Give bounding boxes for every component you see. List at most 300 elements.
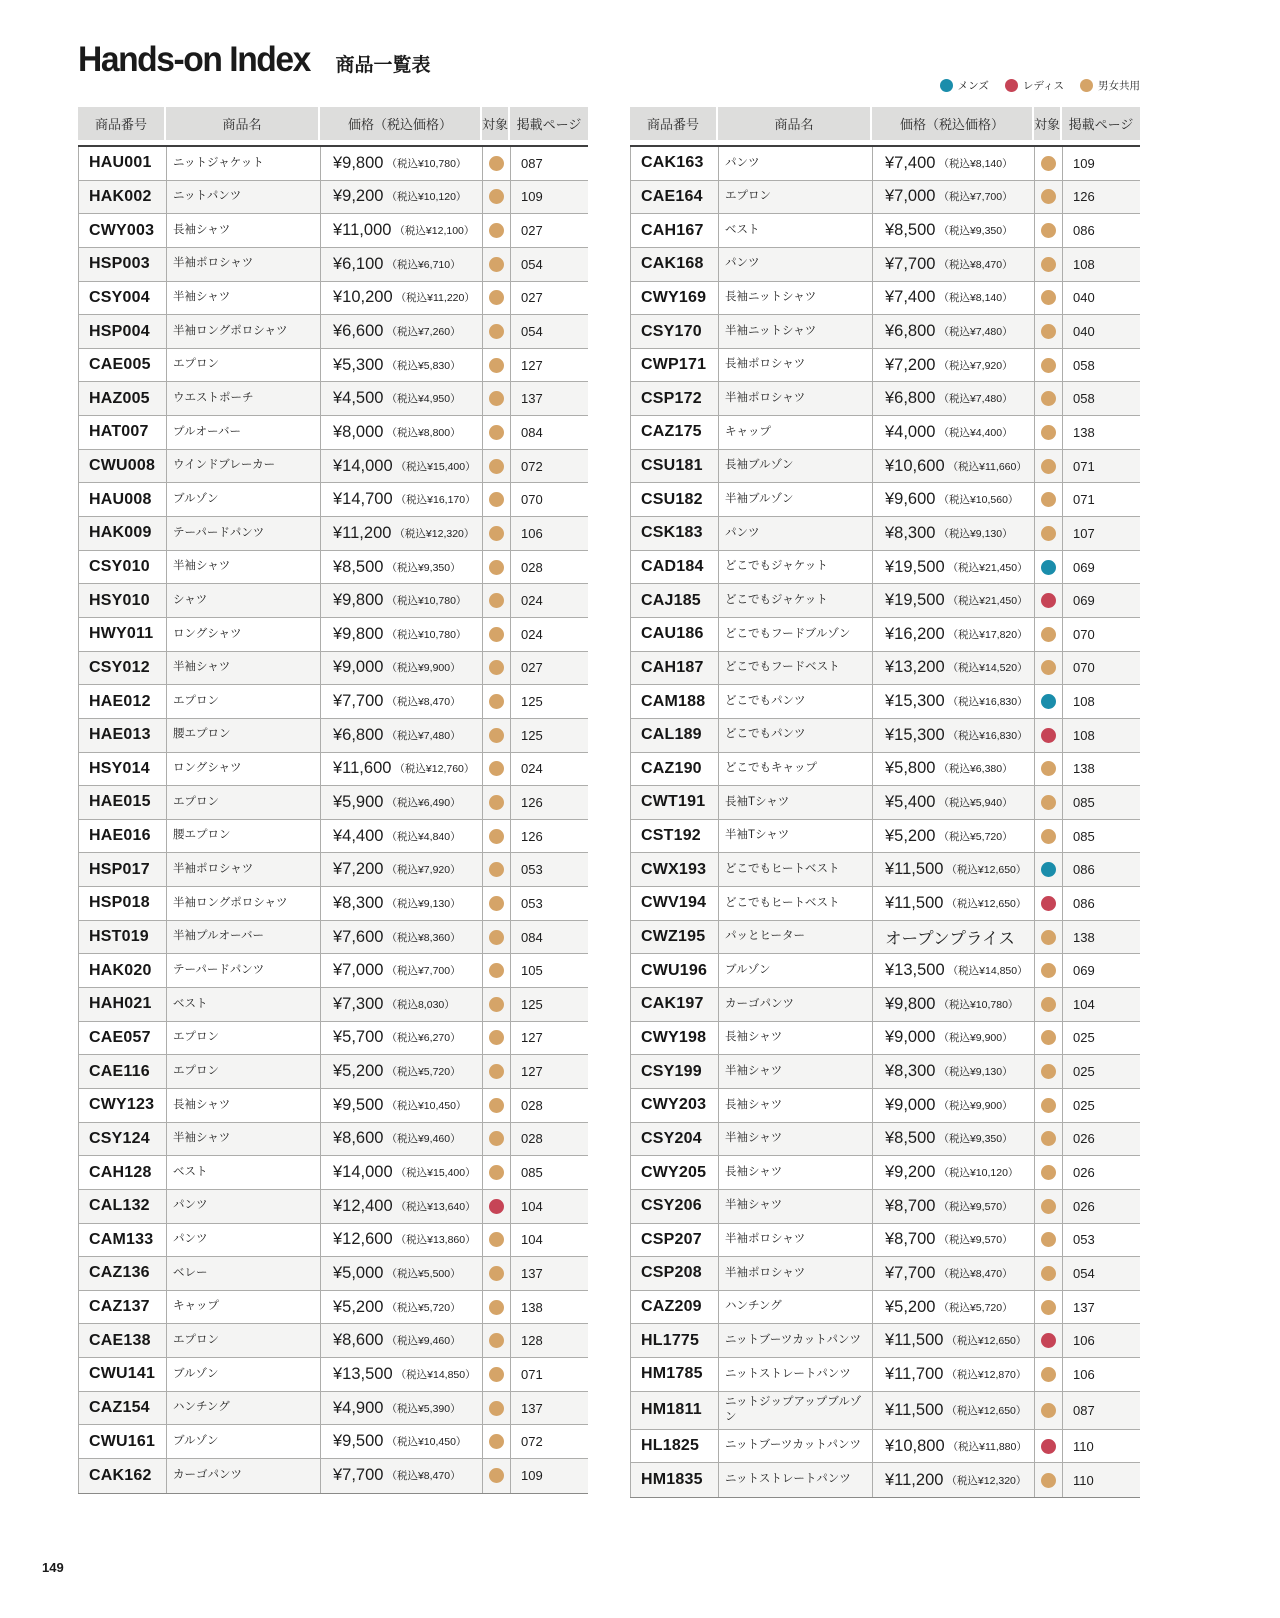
page-ref-cell xyxy=(511,921,589,954)
price-tax: （税込8,030） xyxy=(386,998,455,1011)
product-name: カーゴパンツ xyxy=(725,997,794,1010)
target-dot-unisex xyxy=(489,1468,504,1483)
target-cell xyxy=(483,282,511,315)
page-ref: 137 xyxy=(521,1265,543,1281)
price-tax: （税込¥13,860） xyxy=(395,1234,476,1247)
target-cell xyxy=(1035,1190,1063,1223)
target-dot-unisex xyxy=(489,761,504,776)
target-dot-unisex xyxy=(1041,1098,1056,1113)
table-row xyxy=(630,551,1140,585)
product-name: テーパードパンツ xyxy=(173,963,265,976)
price-main: ¥7,400 xyxy=(885,153,936,172)
page-ref-cell xyxy=(1063,450,1141,483)
product-code: CSP208 xyxy=(641,1264,702,1282)
product-name-cell xyxy=(167,820,321,853)
product-price-cell xyxy=(321,652,483,685)
price-tax: （税込¥7,480） xyxy=(938,393,1013,406)
page-ref: 053 xyxy=(521,862,543,878)
product-name-cell xyxy=(167,248,321,281)
page-ref: 107 xyxy=(1073,525,1095,541)
product-name: ニットジップアップブルゾン xyxy=(725,1395,862,1424)
legend-dot-ladies xyxy=(1005,79,1018,92)
table-row xyxy=(630,1089,1140,1123)
table-row xyxy=(630,214,1140,248)
product-name-cell xyxy=(719,1055,873,1088)
price-tax: （税込¥4,400） xyxy=(938,426,1013,439)
product-name: ハンチング xyxy=(725,1300,782,1313)
product-name-cell xyxy=(167,719,321,752)
table-row xyxy=(630,853,1140,887)
product-name: エプロン xyxy=(173,694,219,707)
product-code-cell xyxy=(79,853,167,886)
price-tax: （税込¥10,120） xyxy=(938,1167,1019,1180)
page-ref: 070 xyxy=(1073,660,1095,676)
table-row xyxy=(78,1055,588,1089)
product-name-cell xyxy=(719,147,873,180)
price-tax: （税込¥9,570） xyxy=(938,1234,1013,1247)
target-cell xyxy=(1035,1055,1063,1088)
page-ref: 109 xyxy=(521,1468,543,1484)
price-main: ¥10,600 xyxy=(885,456,945,475)
price-main: ¥7,400 xyxy=(885,288,936,307)
product-code-cell xyxy=(79,887,167,920)
price-tax: （税込¥16,830） xyxy=(947,696,1028,709)
table-row xyxy=(630,1257,1140,1291)
product-code: CAE164 xyxy=(641,187,703,205)
product-code: CWY205 xyxy=(641,1163,707,1181)
page-ref-cell xyxy=(511,618,589,651)
price-tax: （税込¥12,650） xyxy=(946,1335,1027,1348)
product-name-cell xyxy=(719,1430,873,1463)
page-ref-cell xyxy=(1063,1055,1141,1088)
product-code-cell xyxy=(79,181,167,214)
price-tax: （税込¥7,260） xyxy=(386,326,461,339)
price-main: ¥5,200 xyxy=(885,1297,936,1316)
table-row xyxy=(630,517,1140,551)
product-code: CAK163 xyxy=(641,154,704,172)
target-cell xyxy=(483,921,511,954)
price-main: ¥9,000 xyxy=(885,1095,936,1114)
table-row xyxy=(630,820,1140,854)
table-row xyxy=(78,618,588,652)
product-code-cell xyxy=(79,483,167,516)
product-code: CWZ195 xyxy=(641,928,706,946)
page-ref: 054 xyxy=(1073,1265,1095,1281)
product-price-cell xyxy=(321,483,483,516)
price-main: ¥7,000 xyxy=(885,187,936,206)
page-ref: 027 xyxy=(521,290,543,306)
target-dot-unisex xyxy=(489,560,504,575)
page-ref-cell xyxy=(1063,584,1141,617)
target-dot-unisex xyxy=(489,459,504,474)
product-code-cell xyxy=(79,517,167,550)
product-name: キャップ xyxy=(725,425,771,438)
product-name-cell xyxy=(719,282,873,315)
target-cell xyxy=(483,1324,511,1357)
product-code: CWY169 xyxy=(641,288,707,306)
page-ref: 028 xyxy=(521,1097,543,1113)
page-ref: 110 xyxy=(1073,1472,1094,1488)
price-tax: （税込¥5,390） xyxy=(386,1402,461,1415)
product-code-cell xyxy=(631,1430,719,1463)
target-dot-unisex xyxy=(489,728,504,743)
price-tax: （税込¥5,720） xyxy=(938,1301,1013,1314)
table-row xyxy=(78,1291,588,1325)
product-price-cell xyxy=(873,1358,1035,1391)
product-name: どこでもジャケット xyxy=(725,560,828,573)
table-row xyxy=(630,450,1140,484)
target-dot-unisex xyxy=(489,290,504,305)
target-cell xyxy=(483,483,511,516)
product-name-cell xyxy=(719,483,873,516)
target-dot-ladies xyxy=(1041,1439,1056,1454)
product-code: CWY003 xyxy=(89,221,155,239)
target-dot-unisex xyxy=(489,1098,504,1113)
price-main: ¥7,300 xyxy=(333,994,384,1013)
product-price-cell xyxy=(873,315,1035,348)
page-ref: 084 xyxy=(521,929,543,945)
table-row xyxy=(78,652,588,686)
page-ref-cell xyxy=(511,719,589,752)
header-product-code: 商品番号 xyxy=(78,107,166,140)
price-main: ¥7,700 xyxy=(333,692,384,711)
target-cell xyxy=(1035,214,1063,247)
price-main: ¥4,500 xyxy=(333,389,384,408)
page-ref-cell xyxy=(1063,483,1141,516)
target-dot-mens xyxy=(1041,694,1056,709)
price-main: ¥5,300 xyxy=(333,355,384,374)
price-main: ¥7,600 xyxy=(333,927,384,946)
target-cell xyxy=(1035,1358,1063,1391)
header-product-name: 商品名 xyxy=(166,107,320,140)
product-name: 腰エプロン xyxy=(173,829,231,842)
product-code: HSY010 xyxy=(89,591,150,609)
product-code-cell xyxy=(631,382,719,415)
target-dot-unisex xyxy=(1041,223,1056,238)
price-main: ¥11,500 xyxy=(885,860,944,879)
price-tax: （税込¥5,720） xyxy=(938,830,1013,843)
target-cell xyxy=(1035,181,1063,214)
product-name: 長袖ブルゾン xyxy=(725,459,794,472)
table-row xyxy=(630,147,1140,181)
page-ref-cell xyxy=(511,214,589,247)
product-price-cell xyxy=(873,820,1035,853)
product-code: HAE015 xyxy=(89,793,151,811)
page-ref-cell xyxy=(511,1055,589,1088)
page-ref-cell xyxy=(1063,988,1141,1021)
page-ref: 104 xyxy=(521,1198,543,1214)
product-price-cell xyxy=(321,315,483,348)
table-row xyxy=(630,315,1140,349)
product-code-cell xyxy=(631,349,719,382)
product-price-cell xyxy=(873,1463,1035,1497)
product-code-cell xyxy=(631,1055,719,1088)
product-code: HSP017 xyxy=(89,860,150,878)
target-cell xyxy=(1035,450,1063,483)
product-code-cell xyxy=(631,954,719,987)
price-tax: （税込¥10,780） xyxy=(386,595,467,608)
target-cell xyxy=(1035,1257,1063,1290)
price-tax: （税込¥12,650） xyxy=(946,1404,1027,1417)
target-dot-unisex xyxy=(489,1030,504,1045)
page-ref-cell xyxy=(511,1324,589,1357)
page-ref-cell xyxy=(1063,753,1141,786)
table-row xyxy=(78,248,588,282)
product-name: 半袖ブルゾン xyxy=(725,492,794,505)
page-ref: 084 xyxy=(521,424,543,440)
page-ref: 028 xyxy=(521,1131,543,1147)
product-code-cell xyxy=(631,1224,719,1257)
product-code: CSY204 xyxy=(641,1129,702,1147)
product-name-cell xyxy=(719,753,873,786)
product-code-cell xyxy=(631,618,719,651)
price-tax: （税込¥12,760） xyxy=(394,763,475,776)
price-tax: （税込¥11,660） xyxy=(947,460,1027,473)
table-row xyxy=(78,382,588,416)
price-main: ¥9,000 xyxy=(885,1028,936,1047)
price-main: ¥7,200 xyxy=(333,860,384,879)
price-main: ¥14,700 xyxy=(333,490,393,509)
product-price-cell xyxy=(873,214,1035,247)
target-cell xyxy=(1035,1224,1063,1257)
target-cell xyxy=(483,147,511,180)
product-price-cell xyxy=(321,1089,483,1122)
product-price-cell xyxy=(321,1022,483,1055)
page-ref-cell xyxy=(511,853,589,886)
table-row xyxy=(630,584,1140,618)
price-tax: （税込¥7,920） xyxy=(938,359,1013,372)
price-main: ¥11,000 xyxy=(333,221,392,240)
header-page: 掲載ページ xyxy=(1062,107,1140,140)
page-ref: 072 xyxy=(521,458,543,474)
target-cell xyxy=(1035,1022,1063,1055)
product-code: CSY004 xyxy=(89,288,150,306)
product-code-cell xyxy=(79,1425,167,1458)
page-ref-cell xyxy=(511,551,589,584)
price-main: ¥5,200 xyxy=(333,1062,384,1081)
page-ref-cell xyxy=(511,954,589,987)
product-name-cell xyxy=(719,416,873,449)
target-dot-unisex xyxy=(1041,156,1056,171)
page-ref: 070 xyxy=(521,492,543,508)
legend-item xyxy=(1080,78,1140,93)
product-code: CAZ137 xyxy=(89,1298,150,1316)
target-cell xyxy=(1035,517,1063,550)
product-code: HAU001 xyxy=(89,154,152,172)
price-tax: （税込¥21,450） xyxy=(947,561,1028,574)
table-row xyxy=(78,214,588,248)
price-main: ¥13,200 xyxy=(885,658,945,677)
product-code-cell xyxy=(79,1190,167,1223)
product-name-cell xyxy=(167,1358,321,1391)
target-dot-unisex xyxy=(1041,526,1056,541)
table-row xyxy=(630,921,1140,955)
product-name: 半袖シャツ xyxy=(173,661,231,674)
header-target: 対象 xyxy=(1034,107,1062,140)
price-tax: （税込¥12,320） xyxy=(946,1474,1027,1487)
price-tax: （税込¥8,470） xyxy=(938,1267,1013,1280)
page-ref: 026 xyxy=(1073,1198,1095,1214)
target-cell xyxy=(483,1190,511,1223)
product-code-cell xyxy=(79,416,167,449)
product-price-cell xyxy=(873,1291,1035,1324)
page-ref-cell xyxy=(1063,1224,1141,1257)
product-price-cell xyxy=(873,1224,1035,1257)
table-row xyxy=(78,1123,588,1157)
product-code-cell xyxy=(79,1022,167,1055)
page-ref: 127 xyxy=(521,1064,543,1080)
product-code-cell xyxy=(79,1392,167,1425)
product-code-cell xyxy=(631,282,719,315)
target-cell xyxy=(1035,685,1063,718)
product-code: CSP172 xyxy=(641,389,702,407)
product-code: CAZ154 xyxy=(89,1399,150,1417)
product-name: ハンチング xyxy=(173,1401,230,1414)
target-cell xyxy=(1035,786,1063,819)
price-tax: （税込¥12,650） xyxy=(946,897,1027,910)
product-price-cell xyxy=(321,719,483,752)
price-tax: （税込¥7,480） xyxy=(938,326,1013,339)
price-main: ¥5,200 xyxy=(333,1297,384,1316)
page-ref: 126 xyxy=(521,794,543,810)
target-dot-unisex xyxy=(489,1165,504,1180)
product-code: HSP003 xyxy=(89,255,150,273)
page-ref: 138 xyxy=(1073,929,1095,945)
page-ref: 086 xyxy=(1073,895,1095,911)
target-cell xyxy=(483,1224,511,1257)
product-price-cell xyxy=(873,685,1035,718)
product-code: HM1785 xyxy=(641,1365,703,1383)
target-cell xyxy=(1035,315,1063,348)
product-table-left xyxy=(78,107,588,1498)
page-ref-cell xyxy=(511,1425,589,1458)
target-dot-unisex xyxy=(1041,1403,1056,1418)
product-name: エプロン xyxy=(173,1064,219,1077)
product-name: パンツ xyxy=(173,1199,208,1212)
product-name: 半袖ニットシャツ xyxy=(725,324,817,337)
target-dot-unisex xyxy=(489,391,504,406)
target-cell xyxy=(483,1055,511,1088)
table-row xyxy=(78,1459,588,1493)
target-cell xyxy=(483,517,511,550)
product-code: HL1825 xyxy=(641,1437,700,1455)
page-ref: 040 xyxy=(1073,324,1095,340)
product-name-cell xyxy=(167,853,321,886)
product-name: どこでもフードブルゾン xyxy=(725,627,851,640)
target-dot-mens xyxy=(1041,862,1056,877)
target-dot-unisex xyxy=(489,223,504,238)
price-tax: （税込¥8,800） xyxy=(386,426,461,439)
product-name-cell xyxy=(719,988,873,1021)
product-name: 半袖ロングポロシャツ xyxy=(173,896,288,909)
product-code-cell xyxy=(79,450,167,483)
page-ref-cell xyxy=(1063,1089,1141,1122)
target-cell xyxy=(483,1123,511,1156)
target-dot-unisex xyxy=(1041,290,1056,305)
price-main: ¥7,700 xyxy=(885,254,936,273)
index-tables xyxy=(78,107,1140,1498)
price-tax: （税込¥21,450） xyxy=(947,595,1028,608)
price-main: ¥8,600 xyxy=(333,1129,384,1148)
price-tax: （税込¥10,780） xyxy=(938,998,1019,1011)
page-ref-cell xyxy=(511,416,589,449)
product-name: 半袖シャツ xyxy=(173,1132,231,1145)
product-name: パンツ xyxy=(725,156,760,169)
price-main: ¥8,300 xyxy=(885,1062,936,1081)
price-main: ¥8,300 xyxy=(333,893,384,912)
target-cell xyxy=(1035,282,1063,315)
product-price-cell xyxy=(873,753,1035,786)
product-code: CAZ136 xyxy=(89,1264,150,1282)
product-name-cell xyxy=(167,1224,321,1257)
page-ref-cell xyxy=(1063,652,1141,685)
page-ref-cell xyxy=(511,382,589,415)
page-ref-cell xyxy=(1063,1392,1141,1429)
target-dot-unisex xyxy=(1041,257,1056,272)
product-code-cell xyxy=(79,921,167,954)
price-main: ¥11,700 xyxy=(885,1364,944,1383)
table-header xyxy=(78,107,588,140)
price-tax: （税込¥10,120） xyxy=(386,191,467,204)
product-name: 半袖シャツ xyxy=(725,1132,783,1145)
price-tax: （税込¥11,880） xyxy=(947,1440,1027,1453)
product-code: HSP004 xyxy=(89,322,150,340)
price-main: ¥7,200 xyxy=(885,355,936,374)
product-name: パンツ xyxy=(725,526,760,539)
product-price-cell xyxy=(321,887,483,920)
product-code: CSY010 xyxy=(89,558,150,575)
page-ref-cell xyxy=(1063,954,1141,987)
product-price-cell xyxy=(873,1257,1035,1290)
table-row xyxy=(78,551,588,585)
product-code: CAJ185 xyxy=(641,591,701,609)
product-price-cell xyxy=(873,1324,1035,1357)
page-ref-cell xyxy=(1063,820,1141,853)
page-ref-cell xyxy=(511,887,589,920)
product-code: CWP171 xyxy=(641,356,707,374)
product-code-cell xyxy=(631,181,719,214)
product-code-cell xyxy=(79,1156,167,1189)
table-header xyxy=(630,107,1140,140)
target-dot-unisex xyxy=(489,1266,504,1281)
page-ref-cell xyxy=(1063,517,1141,550)
table-row xyxy=(630,786,1140,820)
product-code-cell xyxy=(631,483,719,516)
target-dot-unisex xyxy=(1041,829,1056,844)
product-code: CWY123 xyxy=(89,1096,155,1114)
price-tax: （税込¥8,360） xyxy=(386,931,461,944)
price-main: ¥9,500 xyxy=(333,1432,384,1451)
table-row xyxy=(630,1392,1140,1430)
page-ref: 106 xyxy=(1073,1366,1095,1382)
target-cell xyxy=(483,988,511,1021)
price-tax: （税込¥9,460） xyxy=(386,1133,461,1146)
product-code: HAE016 xyxy=(89,827,151,845)
page-ref: 024 xyxy=(521,761,543,777)
product-price-cell xyxy=(873,921,1035,954)
price-tax: （税込¥5,500） xyxy=(386,1267,461,1280)
product-name-cell xyxy=(719,1463,873,1497)
price-tax: （税込¥7,480） xyxy=(386,729,461,742)
product-price-cell xyxy=(873,1089,1035,1122)
target-cell xyxy=(1035,1392,1063,1429)
price-main: ¥14,000 xyxy=(333,1163,393,1182)
product-price-cell xyxy=(873,181,1035,214)
product-name-cell xyxy=(719,551,873,584)
product-price-cell xyxy=(321,1190,483,1223)
page-ref-cell xyxy=(1063,887,1141,920)
product-name: 半袖シャツ xyxy=(173,291,231,304)
